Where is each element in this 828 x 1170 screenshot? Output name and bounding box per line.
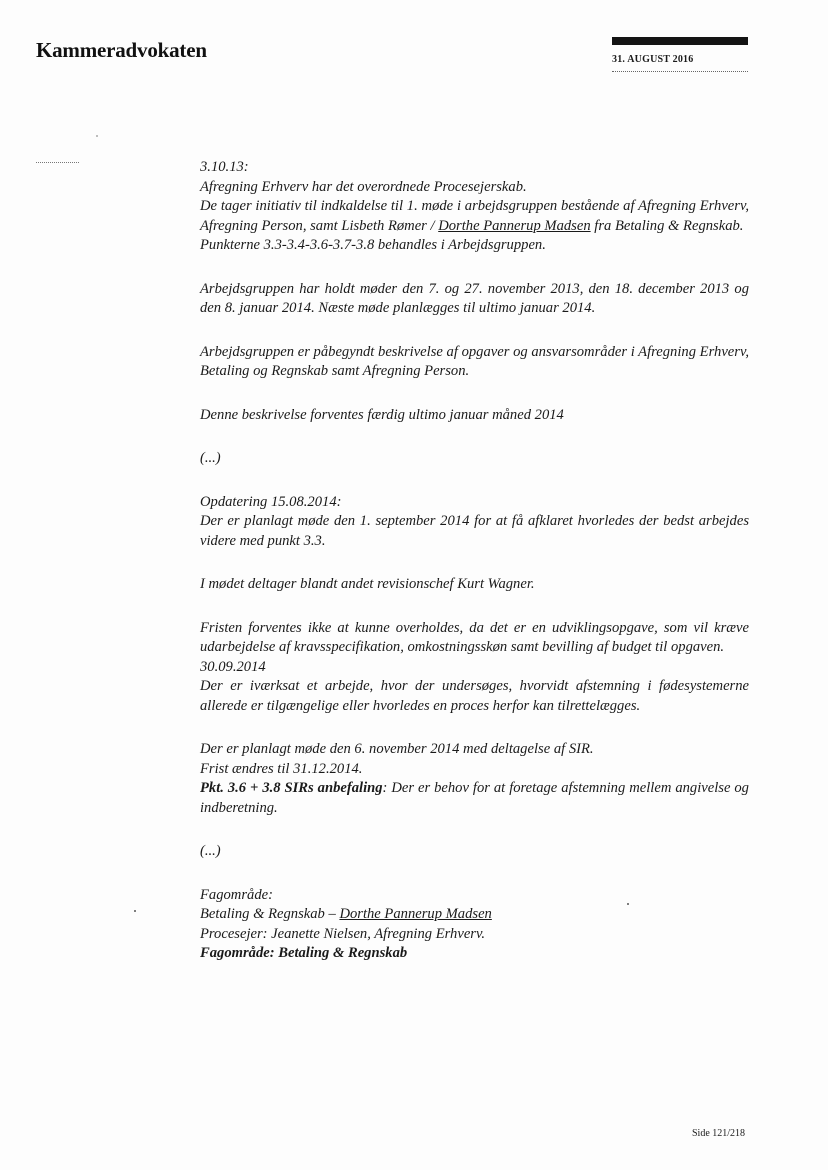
date-0930: 30.09.2014 (200, 658, 266, 675)
field-line-1-text: Betaling & Regnskab – (200, 906, 340, 922)
field-line-1 (200, 905, 749, 925)
deadline-paragraph: Fristen forventes ikke at kunne overholdes, da det er en udviklingsopgave, som vil kræve udarbejdelse af kravsspecifikation, omkostningsskøn samt bevilling af budget til opgaven. (200, 619, 749, 655)
update-heading: Opdatering 15.08.2014: (200, 493, 342, 510)
spacer (200, 818, 749, 842)
scan-speck (627, 903, 629, 905)
date-block (612, 37, 748, 72)
margin-rule (36, 162, 79, 163)
section-heading: 3.10.13: (200, 159, 249, 175)
ellipsis-1: (...) (200, 450, 221, 466)
company-brand: Kammeradvokaten (36, 38, 207, 62)
recommendation-label: Pkt. 3.6 + 3.8 SIRs anbefaling (200, 780, 383, 796)
meetings-paragraph: Arbejdsgruppen har holdt møder den 7. og 27. november 2013, den 18. december 2013 og den 8. januar 2014. Næste møde planlægges til ultimo januar 2014. (200, 280, 749, 316)
person-link-2: Dorthe Pannerup Madsen (339, 906, 492, 922)
field-line-2: Procesejer: Jeanette Nielsen, Afregning Erhverv. (200, 925, 486, 942)
ownership-line: Afregning Erhverv har det overordnede Procesejerskab. (200, 178, 527, 195)
started-paragraph: Arbejdsgruppen er påbegyndt beskrivelse af opgaver og ansvarsområder i Afregning Erhverv, Betaling og Regnskab samt Afregning Person. (200, 343, 749, 379)
spacer (200, 319, 749, 343)
spacer (200, 256, 749, 280)
field-heading: Fagområde: (200, 886, 273, 903)
date-rule (612, 71, 748, 72)
sir-meeting-line: Der er planlagt møde den 6. november 2014 med deltagelse af SIR. (200, 741, 594, 757)
page-number: Side 121/218 (692, 1128, 746, 1139)
update-paragraph: Der er planlagt møde den 1. september 2014 for at få afklaret hvorledes der bedst arbejdes videre med punkt 3.3. (200, 513, 749, 549)
ellipsis-2: (...) (200, 843, 221, 859)
recommendation-text: : Der er behov for at foretage afstemning mellem angivelse og indberetning. (200, 780, 749, 816)
scan-speck (96, 135, 98, 137)
recommendation-paragraph (200, 779, 749, 818)
document-body (200, 158, 749, 964)
person-link-1: Dorthe Pannerup Madsen (438, 217, 591, 234)
initiative-text-b: fra Betaling & Regnskab. (590, 217, 744, 234)
deadline-change-line: Frist ændres til 31.12.2014. (200, 760, 363, 777)
spacer (200, 595, 749, 619)
spacer (200, 716, 749, 740)
attend-paragraph: I mødet deltager blandt andet revisionschef Kurt Wagner. (200, 576, 535, 592)
points-line: Punkterne 3.3-3.4-3.6-3.7-3.8 behandles i Arbejdsgruppen. (200, 237, 546, 253)
expected-paragraph: Denne beskrivelse forventes færdig ultimo januar måned 2014 (200, 406, 564, 423)
spacer (200, 469, 749, 493)
field-bold-line: Fagområde: Betaling & Regnskab (200, 945, 408, 961)
scan-speck (134, 910, 136, 912)
spacer (200, 862, 749, 886)
initiative-text-a: De tager initiativ til indkaldelse til 1. møde i arbejdsgruppen bestående af Afregning Erhverv, Afregning Person, samt Lisbeth Rømer / (200, 198, 749, 234)
spacer (200, 425, 749, 449)
spacer (200, 382, 749, 406)
initiated-paragraph: Der er iværksat et arbejde, hvor der undersøges, hvorvidt afstemning i fødesystemerne allerede er tilgængelige eller hvorledes en proces herfor kan tilrettelægges. (200, 678, 749, 714)
initiative-paragraph (200, 197, 749, 236)
spacer (200, 551, 749, 575)
document-date: 31. AUGUST 2016 (612, 54, 694, 65)
date-bar (612, 37, 748, 45)
